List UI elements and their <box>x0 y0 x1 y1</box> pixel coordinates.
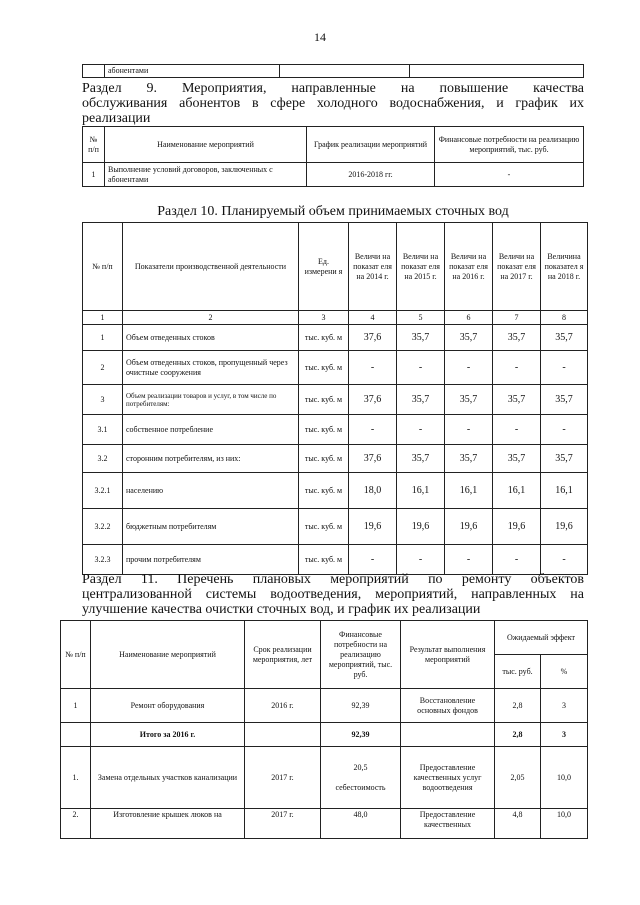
section9-heading-line2: обслуживания абонентов в сфере холодного водоснабжения, и график их <box>82 96 584 111</box>
table-row: 3.2.2 бюджетным потребителям тыс. куб. м 19,6 19,6 19,6 19,6 19,6 <box>83 509 588 545</box>
s10-header-num: № п/п <box>83 223 123 311</box>
table-row: 1. Замена отдельных участков канализации 2017 г. 20,5 себестоимость Предоставление качественных услуг водоотведения 2,05 10,0 <box>61 747 588 809</box>
section11-heading-line3: улучшение качества очистки сточных вод, и график их реализации <box>82 602 481 617</box>
s9-header-schedule: График реализации мероприятий <box>307 127 435 163</box>
s10-header-2015: Величи на показат еля на 2015 г. <box>397 223 445 311</box>
section11-table <box>60 620 588 839</box>
s11-header-effect-rub: тыс. руб. <box>495 655 541 689</box>
s10-header-2014: Величи на показат еля на 2014 г. <box>349 223 397 311</box>
s9-header-num: № п/п <box>83 127 105 163</box>
section9-heading-line1: Раздел 9. Мероприятия, направленные на повышение качества <box>82 81 584 96</box>
s11-header-effect: Ожидаемый эффект <box>495 621 588 655</box>
s10-numbering-row: 1 2 3 4 5 6 7 8 <box>83 311 588 325</box>
section9-heading <box>82 81 584 126</box>
s11-header-effect-pct: % <box>541 655 588 689</box>
fragment-cell: абонентами <box>105 65 280 78</box>
section11-heading <box>82 572 584 617</box>
s11-header-result: Результат выполнения мероприятий <box>401 621 495 689</box>
finance-note: себестоимость <box>335 782 386 792</box>
section9-table <box>82 126 584 187</box>
continued-table-fragment <box>82 64 584 78</box>
table-row: 2. Изготовление крышек люков на 2017 г. 48,0 Предоставление качественных 4,8 10,0 <box>61 809 588 839</box>
s10-header-2016: Величи на показат еля на 2016 г. <box>445 223 493 311</box>
page-number: 14 <box>314 30 326 44</box>
section11-heading-line1: Раздел 11. Перечень плановых мероприятий по ремонту объектов <box>82 572 584 587</box>
s9-header-finance: Финансовые потребности на реализацию мероприятий, тыс. руб. <box>435 127 584 163</box>
s10-header-unit: Ед. измерени я <box>299 223 349 311</box>
section10-heading: Раздел 10. Планируемый объем принимаемых сточных вод <box>157 204 509 219</box>
table-row: 1 Ремонт оборудования 2016 г. 92,39 Восстановление основных фондов 2,8 3 <box>61 689 588 723</box>
table-row: 3.2.1 населению тыс. куб. м 18,0 16,1 16,1 16,1 16,1 <box>83 473 588 509</box>
s11-header-finance: Финансовые потребности на реализацию мероприятий, тыс. руб. <box>321 621 401 689</box>
finance-value: 20,5 <box>353 762 368 772</box>
s10-header-indicator: Показатели производственной деятельности <box>123 223 299 311</box>
section11-heading-line2: централизованной системы водоотведения, мероприятий, направленных на <box>82 587 584 602</box>
table-row: 2 Объем отведенных стоков, пропущенный через очистные сооружения тыс. куб. м - - - - - <box>83 351 588 385</box>
s11-header-name: Наименование мероприятий <box>91 621 245 689</box>
table-row: 3 Объем реализации товаров и услуг, в том числе по потребителям: тыс. куб. м 37,6 35,7 35,7 35,7 35,7 <box>83 385 588 415</box>
table-row: 3.1 собственное потребление тыс. куб. м - - - - - <box>83 415 588 445</box>
s11-header-term: Срок реализации мероприятия, лет <box>245 621 321 689</box>
s10-header-2018: Величина показател я на 2018 г. <box>541 223 588 311</box>
table-row: 3.2 сторонним потребителям, из них: тыс. куб. м 37,6 35,7 35,7 35,7 35,7 <box>83 445 588 473</box>
table-row: 1 Выполнение условий договоров, заключенных с абонентами 2016-2018 гг. - <box>83 163 584 187</box>
table-row: Итого за 2016 г. 92,39 2,8 3 <box>61 723 588 747</box>
table-row: 3.2.3 прочим потребителям тыс. куб. м - - - - - <box>83 545 588 575</box>
section10-table <box>82 222 588 575</box>
s11-header-num: № п/п <box>61 621 91 689</box>
table-row: 1 Объем отведенных стоков тыс. куб. м 37,6 35,7 35,7 35,7 35,7 <box>83 325 588 351</box>
s10-header-2017: Величи на показат еля на 2017 г. <box>493 223 541 311</box>
section9-heading-line3: реализации <box>82 111 151 126</box>
s9-header-name: Наименование мероприятий <box>105 127 307 163</box>
